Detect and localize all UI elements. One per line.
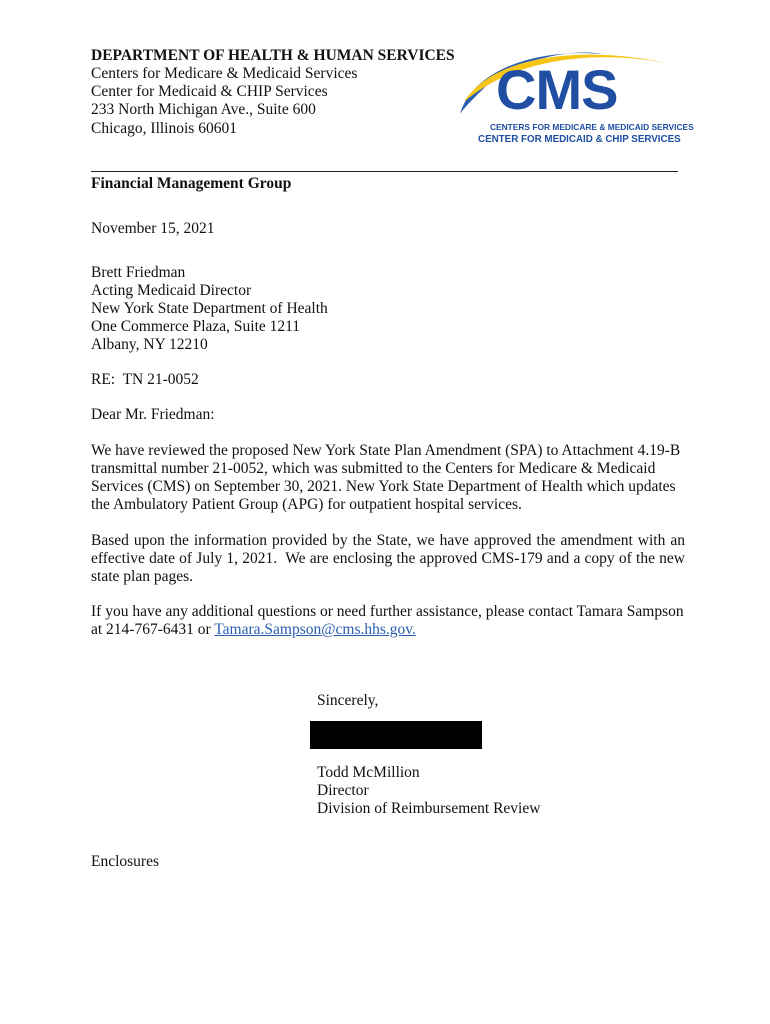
letterhead-line: Center for Medicaid & CHIP Services [91,83,328,100]
cms-logo [452,42,694,152]
cms-logo-line2: CENTER FOR MEDICAID & CHIP SERVICES [478,134,681,145]
recipient-city: Albany, NY 12210 [91,336,208,353]
closing: Sincerely, [317,692,379,709]
letterhead-line: Chicago, Illinois 60601 [91,120,237,137]
email-link[interactable]: Tamara.Sampson@cms.hhs.gov. [214,621,416,638]
recipient-title: Acting Medicaid Director [91,282,252,299]
signatory-name: Todd McMillion [317,764,420,781]
department-heading: DEPARTMENT OF HEALTH & HUMAN SERVICES [91,47,455,64]
re-line: RE: TN 21-0052 [91,371,199,388]
enclosures: Enclosures [91,853,160,870]
salutation: Dear Mr. Friedman: [91,406,215,423]
recipient-name: Brett Friedman [91,264,186,281]
contact-text: If you have any additional questions or need further assistance, please contact Tamara Sampson at 214-767-6431 or [91,603,684,638]
cms-wordmark: CMS [496,58,618,121]
recipient-org: New York State Department of Health [91,300,328,317]
signatory-title: Director [317,782,369,799]
letterhead-line: Centers for Medicare & Medicaid Services [91,65,358,82]
group-heading: Financial Management Group [91,175,292,192]
letter-date: November 15, 2021 [91,220,215,237]
signatory-division: Division of Reimbursement Review [317,800,541,817]
body-paragraph-2: Based upon the information provided by the State, we have approved the amendment with an effective date of July 1, 2021. We are enclosing the approved CMS-179 and a copy of the new state plan pages. [91,532,689,585]
body-paragraph-1: We have reviewed the proposed New York State Plan Amendment (SPA) to Attachment 4.19-B transmittal number 21-0052, which was submitted to the Centers for Medicare & Medicaid Services (CMS) on September 30, 2021. New York State Department of Health which updates the Ambulatory Patient Group (APG) for outpatient hospital services. [91,442,681,513]
letterhead-line: 233 North Michigan Ave., Suite 600 [91,101,316,118]
cms-logo-line1: CENTERS FOR MEDICARE & MEDICAID SERVICES [490,122,694,132]
recipient-address: One Commerce Plaza, Suite 1211 [91,318,301,335]
header-divider [91,171,678,172]
body-paragraph-3 [91,603,685,639]
redacted-signature [310,721,482,749]
